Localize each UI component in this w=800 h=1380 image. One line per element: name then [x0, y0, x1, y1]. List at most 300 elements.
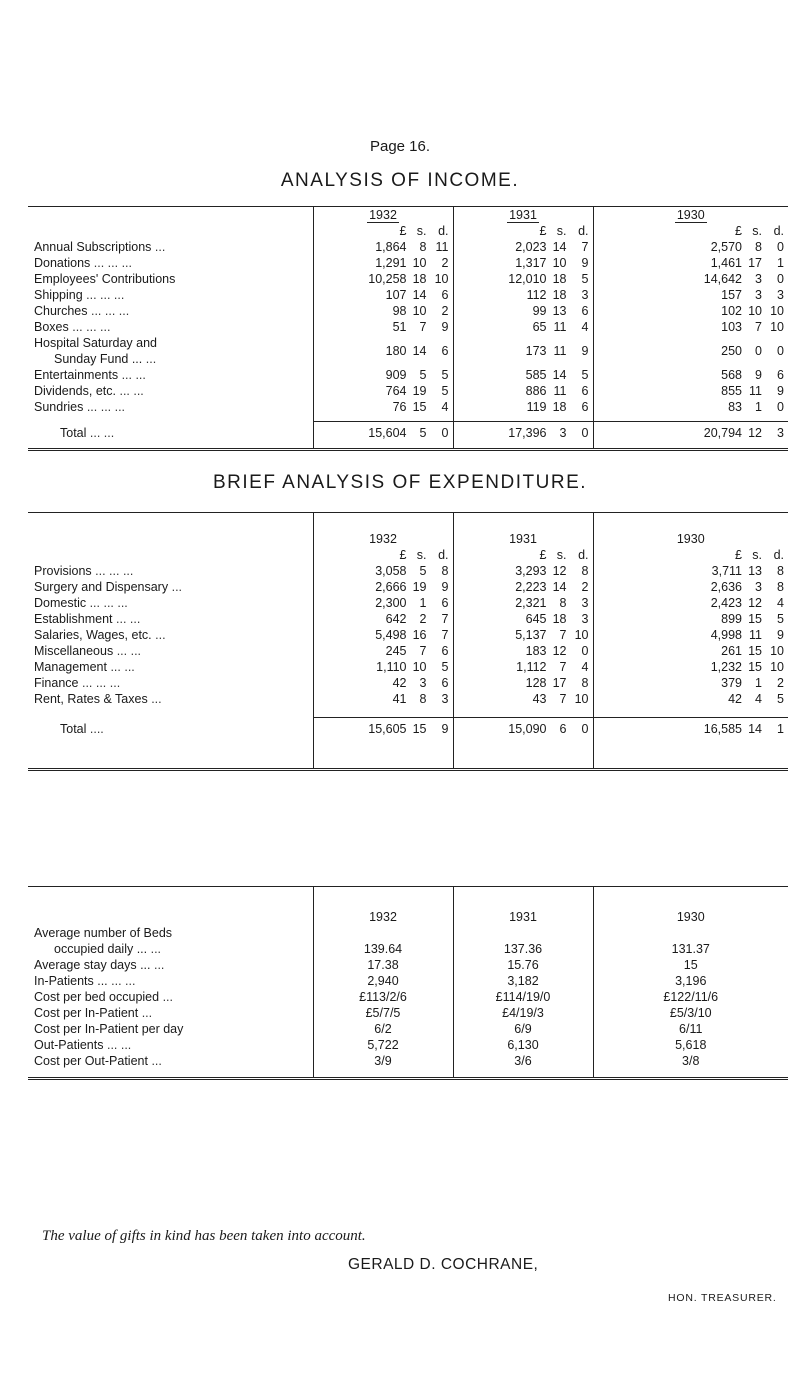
- amount-cell: [453, 579, 593, 595]
- pounds: 17,396: [508, 425, 547, 440]
- shillings: 5: [419, 368, 427, 382]
- pence: 5: [441, 384, 449, 398]
- pound-unit: £: [735, 224, 742, 238]
- shilling-unit: s.: [416, 548, 427, 562]
- shillings: 14: [552, 580, 567, 594]
- spacer-cell: [28, 740, 313, 770]
- table-row: [28, 973, 788, 989]
- row-label: [28, 1021, 313, 1037]
- stat-value: 6/9: [453, 1021, 593, 1037]
- shilling-unit: s.: [416, 224, 427, 238]
- pound-unit: £: [735, 548, 742, 562]
- pence: 8: [581, 564, 589, 578]
- pence: 3: [581, 612, 589, 626]
- shillings: 10: [552, 256, 567, 270]
- total-label-text: Total: [60, 721, 87, 736]
- amount: [318, 399, 449, 415]
- pence-unit: d.: [773, 548, 784, 562]
- amount: [458, 563, 589, 579]
- amount: [598, 383, 785, 399]
- pounds: 157: [721, 288, 742, 302]
- spacer-row: [28, 513, 788, 532]
- pounds: 15,090: [508, 721, 547, 736]
- amount-cell: [593, 287, 788, 303]
- amount-cell: [313, 659, 453, 675]
- pounds: 83: [728, 400, 742, 414]
- amount-cell: [593, 659, 788, 675]
- statistics-table: [28, 886, 788, 1080]
- stat-value: £113/2/6: [313, 989, 453, 1005]
- pence: 6: [441, 676, 449, 690]
- pence: 8: [777, 580, 784, 594]
- pounds: 98: [392, 304, 407, 318]
- table-row: [28, 1037, 788, 1053]
- amount-cell: [593, 239, 788, 255]
- shillings: 11: [553, 320, 567, 334]
- year-1932: [313, 531, 453, 547]
- pence: 0: [777, 344, 784, 358]
- pounds: 5,498: [375, 628, 407, 642]
- shillings: 5: [419, 425, 427, 440]
- pence: 10: [770, 660, 784, 674]
- table-row: [28, 287, 788, 303]
- amount: [458, 287, 589, 303]
- table-row: [28, 239, 788, 255]
- pence-unit: d.: [438, 224, 449, 238]
- amount: [598, 691, 785, 707]
- amount-cell: [453, 287, 593, 303]
- table-row: [28, 303, 788, 319]
- stat-value: 2,940: [313, 973, 453, 989]
- amount-cell: [313, 718, 453, 740]
- spacer-cell: [313, 1069, 453, 1079]
- spacer-cell: [313, 707, 453, 718]
- blank-cell: [313, 925, 453, 941]
- pounds: 42: [392, 676, 407, 690]
- unit-header-row: [28, 547, 788, 563]
- pence: 4: [581, 660, 589, 674]
- unit-header-row: [28, 223, 788, 239]
- shillings: 6: [559, 721, 567, 736]
- amount: [598, 399, 785, 415]
- pence: 6: [581, 400, 589, 414]
- pounds: 1,291: [375, 256, 407, 270]
- total-row: [28, 422, 788, 444]
- units: [458, 547, 589, 563]
- amount-cell: [593, 627, 788, 643]
- row-label-text: Average stay days ...: [34, 958, 151, 972]
- stat-value: 3/6: [453, 1053, 593, 1069]
- stat-value: 3,182: [453, 973, 593, 989]
- row-label: [28, 643, 313, 659]
- leader-dots: ...: [145, 352, 157, 366]
- spacer-cell: [28, 887, 313, 910]
- pence: 0: [777, 240, 784, 254]
- pence: 6: [441, 644, 449, 658]
- shillings: 10: [748, 304, 762, 318]
- pence: 9: [581, 256, 589, 270]
- row-label: [28, 367, 313, 383]
- amount-cell: [593, 271, 788, 287]
- shillings: 3: [559, 425, 567, 440]
- shillings: 11: [553, 384, 567, 398]
- spacer-cell: [593, 740, 788, 770]
- row-label-text: Establishment: [34, 612, 113, 626]
- amount: [318, 691, 449, 707]
- unit-cell: [593, 547, 788, 563]
- amount-cell: [453, 675, 593, 691]
- shillings: 3: [755, 288, 762, 302]
- pence: 9: [441, 320, 449, 334]
- pounds: 5,137: [515, 628, 547, 642]
- row-label: [28, 611, 313, 627]
- stat-value: £5/3/10: [593, 1005, 788, 1021]
- spacer-cell: [593, 1069, 788, 1079]
- pounds: 855: [721, 384, 742, 398]
- unit-cell: [313, 223, 453, 239]
- row-label: [28, 989, 313, 1005]
- pound-unit: £: [399, 548, 407, 562]
- header-blank: [28, 531, 313, 547]
- pence: 0: [581, 425, 589, 440]
- row-label-text: Employees' Contributions: [34, 272, 176, 286]
- amount-cell: [313, 399, 453, 415]
- leader-dots: ... ... ...: [86, 288, 125, 302]
- table-row: [28, 255, 788, 271]
- spacer-cell: [593, 444, 788, 450]
- row-label-text: Surgery and Dispensary: [34, 580, 169, 594]
- amount: [458, 399, 589, 415]
- leader-dots: ... ... ...: [89, 596, 128, 610]
- pence: 2: [581, 580, 589, 594]
- pence: 2: [441, 256, 449, 270]
- unit-cell: [593, 223, 788, 239]
- pence: 0: [581, 721, 589, 736]
- pence: 9: [441, 721, 449, 736]
- amount: [458, 691, 589, 707]
- row-label-text: In-Patients ...: [34, 974, 108, 988]
- amount-cell: [313, 303, 453, 319]
- pence: 8: [777, 564, 784, 578]
- pence-unit: d.: [438, 548, 449, 562]
- leader-dots: ... ... ...: [93, 256, 132, 270]
- amount: [318, 659, 449, 675]
- table-row: [28, 271, 788, 287]
- shillings: 14: [412, 344, 427, 358]
- spacer-row: [28, 887, 788, 910]
- shillings: 18: [552, 612, 567, 626]
- amount: [598, 563, 785, 579]
- stat-value: 131.37: [593, 941, 788, 957]
- pence: 3: [777, 425, 784, 440]
- signer-name: GERALD D. COCHRANE,: [348, 1256, 539, 1273]
- stat-value: 5,618: [593, 1037, 788, 1053]
- pence: 5: [777, 692, 784, 706]
- amount: [318, 303, 449, 319]
- row-label: [28, 287, 313, 303]
- stat-value: £122/11/6: [593, 989, 788, 1005]
- leader-dots: ...: [151, 1054, 162, 1068]
- pounds: 2,023: [515, 240, 547, 254]
- amount-cell: [593, 595, 788, 611]
- leader-dots: ....: [89, 721, 104, 736]
- year-label: 1931: [509, 532, 537, 546]
- shillings: 19: [412, 384, 427, 398]
- year-label: 1930: [676, 208, 705, 222]
- amount-cell: [313, 319, 453, 335]
- amount: [318, 425, 449, 441]
- amount-cell: [453, 611, 593, 627]
- amount-cell: [453, 718, 593, 740]
- shillings: 15: [748, 644, 762, 658]
- shillings: 1: [419, 596, 427, 610]
- leader-dots: ... ... ...: [95, 564, 134, 578]
- row-label: [28, 627, 313, 643]
- amount-cell: [593, 579, 788, 595]
- leader-dots: ... ...: [89, 425, 115, 440]
- shillings: 14: [552, 240, 567, 254]
- pence: 11: [435, 240, 449, 254]
- row-label: [28, 563, 313, 579]
- row-label: [28, 1053, 313, 1069]
- pounds: 103: [721, 320, 742, 334]
- year-header-row: [28, 909, 788, 925]
- pounds: 107: [385, 288, 407, 302]
- amount: [458, 255, 589, 271]
- leader-dots: ... ...: [121, 368, 146, 382]
- pounds: 1,232: [710, 660, 742, 674]
- row-label: [28, 383, 313, 399]
- year-1932: [313, 207, 453, 224]
- row-label: [28, 1005, 313, 1021]
- header-blank: [28, 547, 313, 563]
- shillings: 18: [552, 400, 567, 414]
- shillings: 1: [755, 400, 762, 414]
- pounds: 10,258: [368, 272, 407, 286]
- year-1931: [453, 909, 593, 925]
- shillings: 18: [552, 288, 567, 302]
- pounds: 379: [721, 676, 742, 690]
- spacer-cell: [313, 887, 453, 910]
- amount: [318, 579, 449, 595]
- stat-value: £4/19/3: [453, 1005, 593, 1021]
- pence: 0: [441, 425, 449, 440]
- pence-unit: d.: [773, 224, 784, 238]
- spacer-cell: [313, 513, 453, 532]
- pounds: 12,010: [508, 272, 547, 286]
- shillings: 15: [412, 400, 427, 414]
- amount: [458, 595, 589, 611]
- row-label-text: Shipping: [34, 288, 83, 302]
- row-label-text: Annual Subscriptions: [34, 240, 152, 254]
- pounds: 2,223: [515, 580, 547, 594]
- shilling-unit: s.: [556, 548, 567, 562]
- amount-cell: [313, 595, 453, 611]
- pounds: 3,293: [515, 564, 547, 578]
- pounds: 909: [385, 368, 407, 382]
- row-label: [28, 399, 313, 415]
- row-label-text: Churches: [34, 304, 88, 318]
- units: [458, 223, 589, 239]
- shillings: 8: [419, 692, 427, 706]
- row-label: [28, 957, 313, 973]
- blank-cell: [593, 925, 788, 941]
- amount-cell: [453, 595, 593, 611]
- pence: 10: [574, 628, 589, 642]
- shillings: 7: [419, 320, 427, 334]
- leader-dots: ... ... ...: [86, 400, 126, 414]
- amount: [598, 643, 785, 659]
- amount: [458, 659, 589, 675]
- shilling-unit: s.: [752, 548, 762, 562]
- spacer-cell: [28, 707, 313, 718]
- stat-value: 3/8: [593, 1053, 788, 1069]
- pence: 6: [441, 288, 449, 302]
- table-row-head: [28, 925, 788, 941]
- shillings: 11: [749, 384, 762, 398]
- table-row: [28, 367, 788, 383]
- amount: [598, 319, 785, 335]
- row-label-text: Domestic: [34, 596, 87, 610]
- pounds: 128: [525, 676, 547, 690]
- year-label: 1931: [509, 208, 537, 222]
- spacer-cell: [453, 707, 593, 718]
- shillings: 12: [552, 564, 567, 578]
- spacer-cell: [593, 887, 788, 910]
- header-blank: [28, 909, 313, 925]
- row-label-text: Finance: [34, 676, 79, 690]
- table-row: [28, 1053, 788, 1069]
- amount: [598, 343, 785, 359]
- amount-cell: [453, 335, 593, 367]
- row-label: [28, 973, 313, 989]
- pence: 6: [441, 344, 449, 358]
- spacer-cell: [453, 444, 593, 450]
- pence: 5: [581, 368, 589, 382]
- amount-cell: [313, 643, 453, 659]
- amount-cell: [593, 718, 788, 740]
- row-label: [28, 1037, 313, 1053]
- amount-cell: [593, 563, 788, 579]
- leader-dots: ... ...: [111, 974, 136, 988]
- amount: [318, 643, 449, 659]
- amount: [318, 611, 449, 627]
- row-label: [28, 255, 313, 271]
- shillings: 15: [412, 721, 427, 736]
- shillings: 17: [552, 676, 567, 690]
- header-blank: [28, 207, 313, 224]
- amount-cell: [593, 303, 788, 319]
- income-table: [28, 206, 788, 451]
- stat-value: 6/2: [313, 1021, 453, 1037]
- amount: [318, 319, 449, 335]
- leader-dots: ...: [151, 692, 162, 706]
- pounds: 180: [385, 344, 407, 358]
- pounds: 2,321: [515, 596, 547, 610]
- stat-value: 137.36: [453, 941, 593, 957]
- leader-dots: ... ...: [116, 644, 142, 658]
- shillings: 15: [748, 612, 762, 626]
- amount-cell: [313, 611, 453, 627]
- pence: 3: [441, 692, 449, 706]
- row-label-text: Boxes: [34, 320, 69, 334]
- table-row: [28, 1005, 788, 1021]
- shillings: 19: [412, 580, 427, 594]
- shillings: 12: [552, 644, 567, 658]
- pence: 1: [777, 721, 784, 736]
- shillings: 3: [755, 580, 762, 594]
- table-row: [28, 941, 788, 957]
- row-label-text: Donations: [34, 256, 91, 270]
- amount: [318, 367, 449, 383]
- pounds: 15,604: [368, 425, 407, 440]
- pence: 5: [441, 368, 449, 382]
- amount: [598, 579, 785, 595]
- year-1930: [593, 531, 788, 547]
- amount-cell: [453, 422, 593, 444]
- year-label: 1930: [676, 532, 705, 546]
- shilling-unit: s.: [752, 224, 762, 238]
- amount-cell: [313, 627, 453, 643]
- pence: 10: [434, 272, 449, 286]
- pounds: 245: [385, 644, 407, 658]
- amount: [458, 271, 589, 287]
- amount-cell: [593, 319, 788, 335]
- shillings: 17: [748, 256, 762, 270]
- footnote: The value of gifts in kind has been taken into account.: [42, 1228, 366, 1244]
- amount: [318, 383, 449, 399]
- amount: [458, 367, 589, 383]
- row-label-text: Cost per In-Patient per day: [34, 1022, 184, 1036]
- pound-unit: £: [539, 224, 547, 238]
- amount-cell: [453, 563, 593, 579]
- row-label-text: Dividends, etc.: [34, 384, 116, 398]
- pounds: 102: [721, 304, 742, 318]
- year-label: 1931: [509, 910, 537, 924]
- spacer-cell: [28, 513, 313, 532]
- leader-dots: ... ... ...: [72, 320, 111, 334]
- shillings: 13: [748, 564, 762, 578]
- shillings: 18: [412, 272, 427, 286]
- spacer-cell: [313, 740, 453, 770]
- total-row: [28, 718, 788, 740]
- spacer-cell: [453, 1069, 593, 1079]
- total-label: [28, 422, 313, 444]
- pounds: 886: [525, 384, 547, 398]
- pounds: 1,864: [375, 240, 407, 254]
- amount-cell: [453, 239, 593, 255]
- pence-unit: d.: [578, 224, 589, 238]
- amount: [458, 425, 589, 441]
- pounds: 20,794: [703, 425, 742, 440]
- leader-dots: ...: [155, 628, 166, 642]
- amount: [598, 303, 785, 319]
- row-label-text: Out-Patients: [34, 1038, 104, 1052]
- pounds: 261: [721, 644, 742, 658]
- amount: [458, 319, 589, 335]
- stat-value: 6/11: [593, 1021, 788, 1037]
- pence: 8: [441, 564, 449, 578]
- amount-cell: [593, 422, 788, 444]
- spacer-cell: [453, 887, 593, 910]
- pence: 6: [581, 384, 589, 398]
- stat-value: 5,722: [313, 1037, 453, 1053]
- pounds: 14,642: [703, 272, 742, 286]
- row-label: [28, 335, 313, 367]
- table-row: [28, 627, 788, 643]
- pence: 10: [574, 692, 589, 706]
- units: [598, 223, 785, 239]
